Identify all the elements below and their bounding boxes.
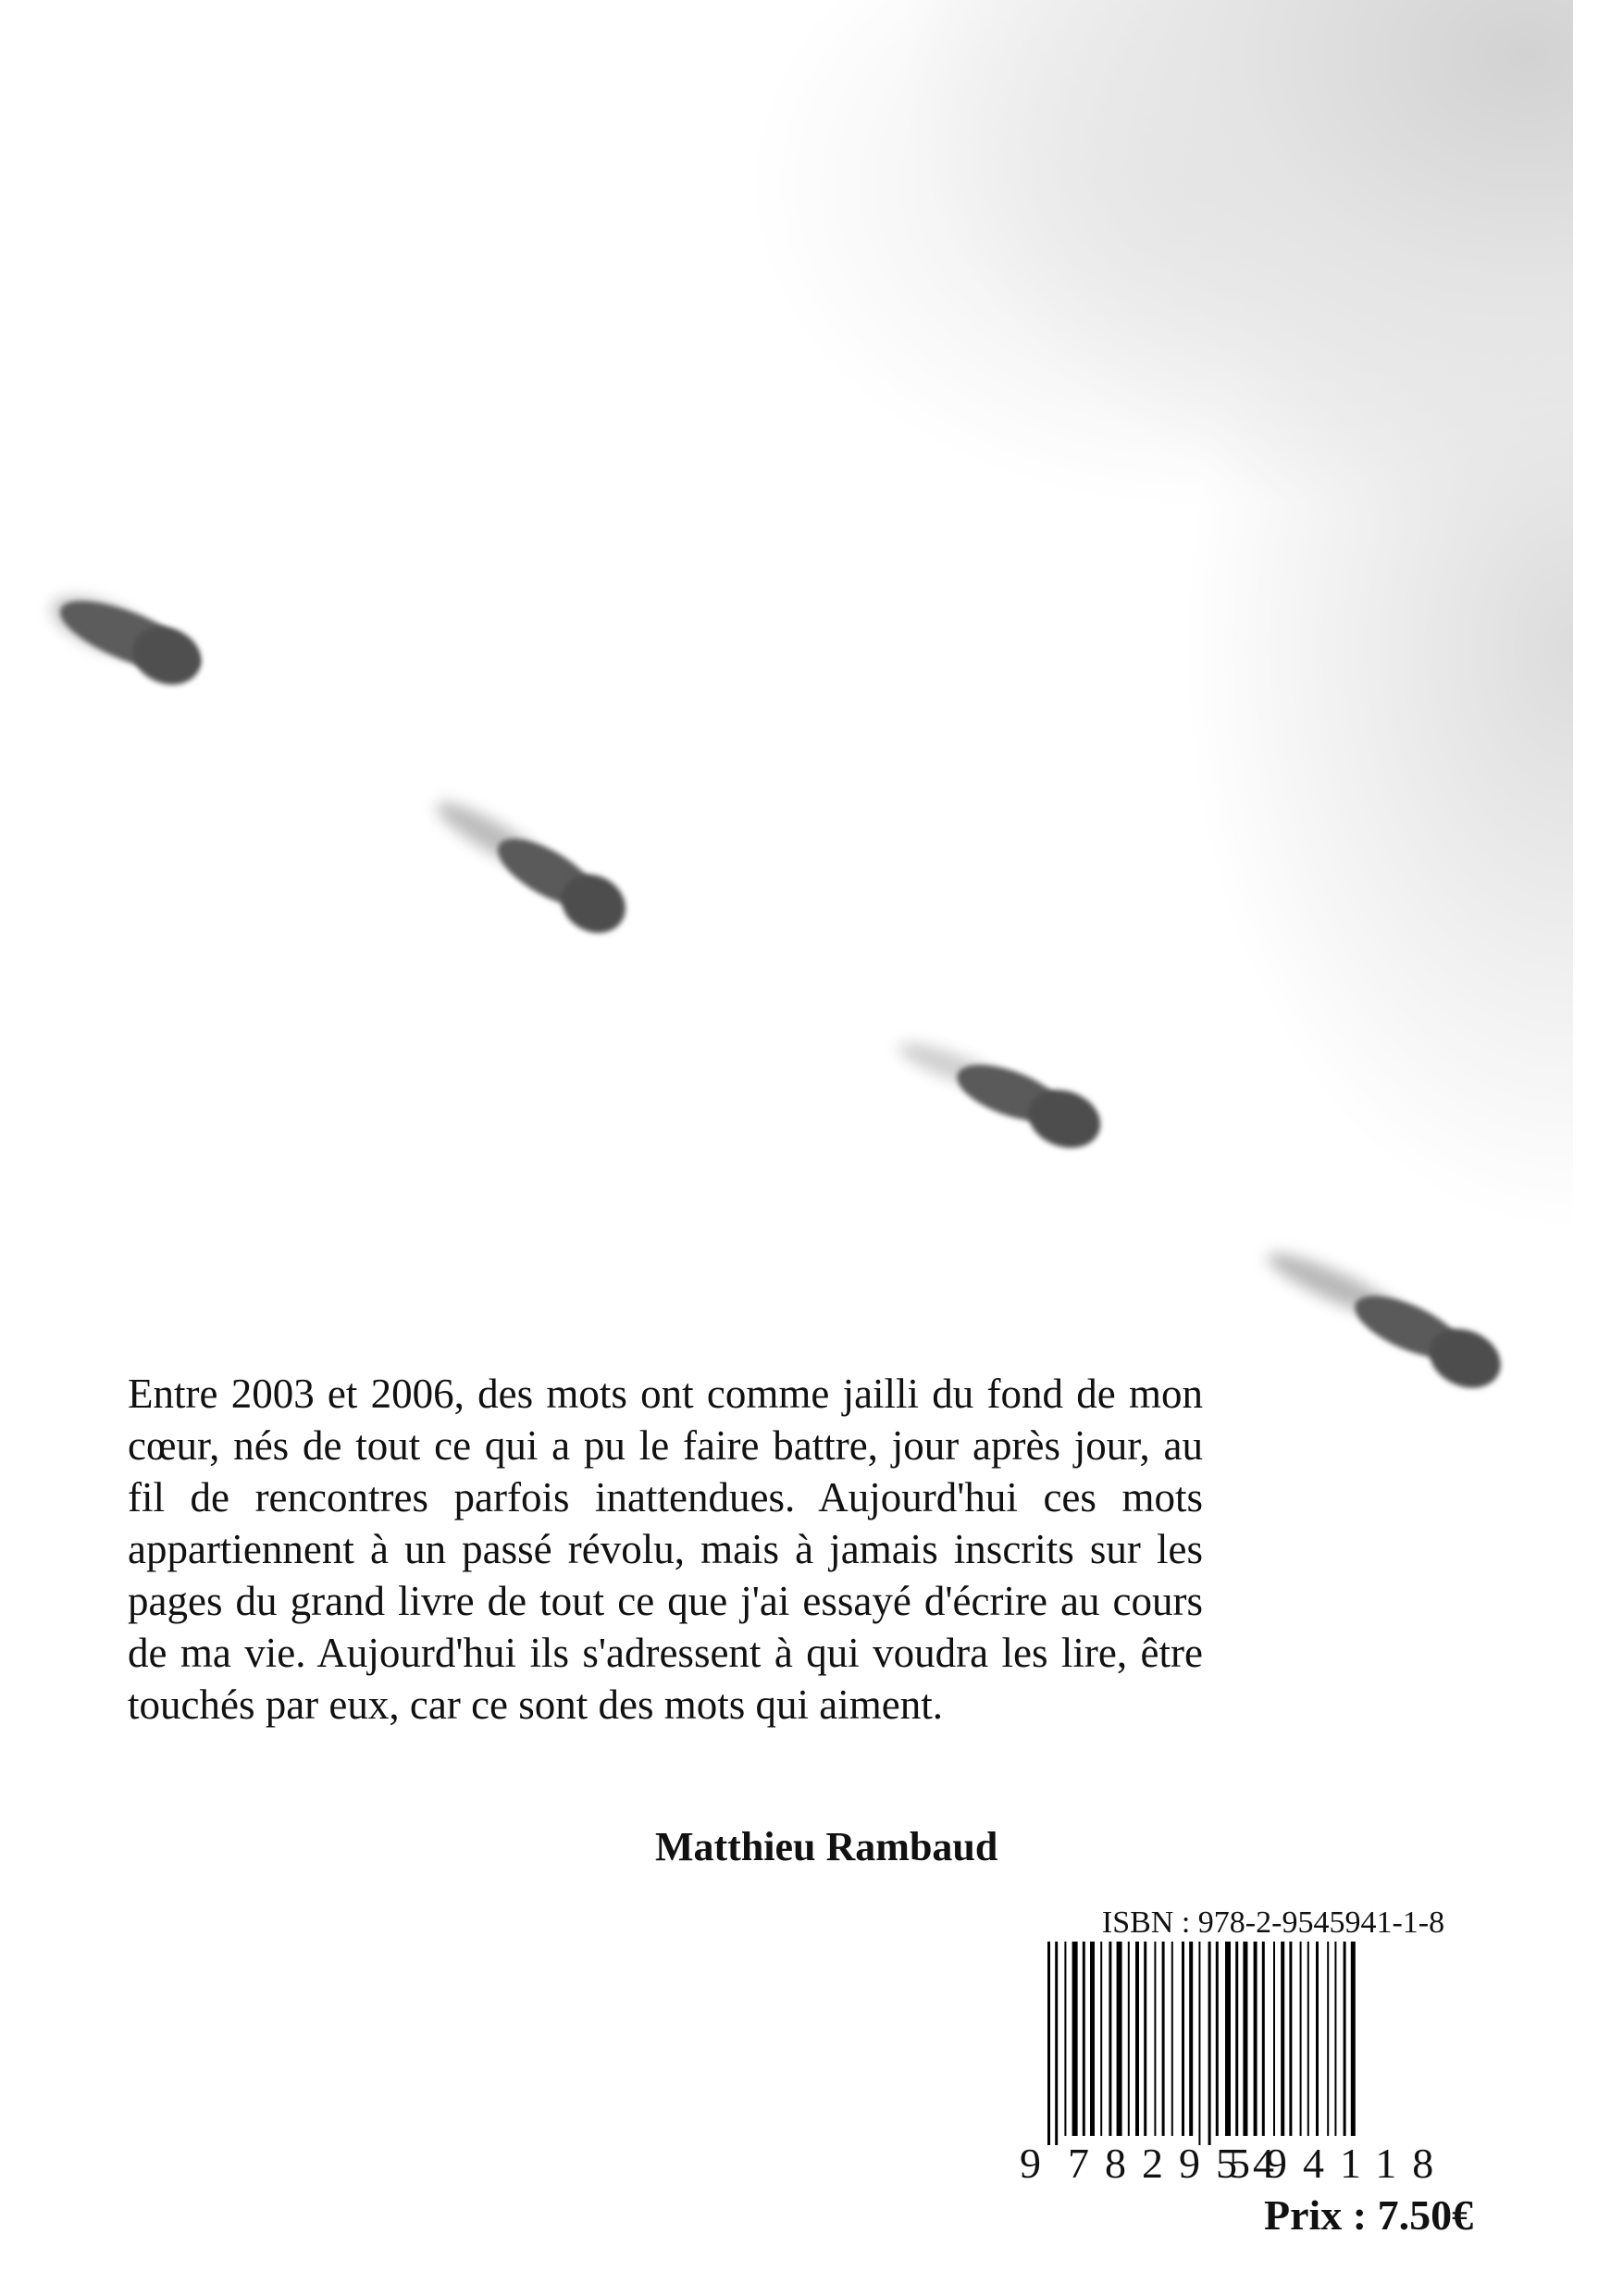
barcode-bar — [1144, 1942, 1146, 2136]
barcode-bar — [1273, 1942, 1275, 2136]
barcode-bars — [1047, 1942, 1356, 2145]
barcode-bar — [1281, 1942, 1284, 2136]
back-cover-blurb: Entre 2003 et 2006, des mots ont comme jailli du fond de mon cœur, nés de tout ce qui a pu le faire battre, jour après jour, au fil de rencontres parfois inattendues. Aujourd'hui ces mots appartiennent à un passé révolu, mais à jamais inscrits sur les pages du grand livre de tout ce que j'ai essayé d'écrire au cours de ma vie. Aujourd'hui ils s'adressent à qui voudra les lire, être touchés par eux, car ce sont des mots qui aiment. — [128, 1371, 1203, 1728]
barcode-bar — [1189, 1942, 1193, 2136]
barcode-bar — [1316, 1942, 1319, 2136]
barcode-bar — [1083, 1942, 1085, 2136]
barcode-bar — [1235, 1942, 1238, 2136]
barcode-bar — [1327, 1942, 1329, 2136]
barcode-digit-group-2: 594118 — [1229, 2140, 1450, 2187]
barcode-digit-group-1: 782954 — [1068, 2140, 1290, 2187]
barcode-bar — [1100, 1942, 1102, 2136]
barcode-bar — [1128, 1942, 1130, 2136]
barcode-bar — [1064, 1942, 1066, 2136]
barcode-bar — [1289, 1942, 1292, 2136]
barcode-bar — [1351, 1942, 1356, 2136]
footprint-3 — [886, 1031, 1109, 1158]
barcode-bar — [1208, 1942, 1211, 2145]
barcode-bar — [1047, 1942, 1050, 2145]
barcode-bar — [1262, 1942, 1265, 2136]
barcode-bar — [1109, 1942, 1111, 2136]
author-name: Matthieu Rambaud — [655, 1824, 998, 1869]
barcode-bar — [1344, 1942, 1346, 2136]
barcode-bar — [1154, 1942, 1156, 2136]
barcode-bar — [1254, 1942, 1258, 2136]
footprint-1 — [41, 583, 210, 694]
barcode-bar — [1307, 1942, 1309, 2136]
barcode-bar — [1300, 1942, 1302, 2136]
footprint-2 — [419, 787, 636, 944]
barcode-bar — [1072, 1942, 1078, 2136]
barcode-bar — [1216, 1942, 1219, 2136]
barcode-bar — [1171, 1942, 1173, 2136]
barcode-bar — [1055, 1942, 1058, 2145]
barcode-bar — [1117, 1942, 1122, 2136]
barcode-bar — [1135, 1942, 1139, 2136]
barcode-bar — [1334, 1942, 1336, 2136]
barcode-bar — [1162, 1942, 1165, 2136]
price-label: Prix : 7.50€ — [1264, 2191, 1474, 2239]
barcode-bar — [1198, 1942, 1200, 2145]
isbn-label: ISBN : 978-2-9545941-1-8 — [1101, 1905, 1445, 1940]
barcode-bar — [1243, 1942, 1247, 2136]
barcode-bar — [1225, 1942, 1231, 2136]
footprint-4 — [1251, 1243, 1510, 1399]
barcode-bar — [1090, 1942, 1095, 2136]
barcode-bar — [1182, 1942, 1184, 2136]
barcode — [1018, 1942, 1481, 2145]
barcode-first-digit: 9 — [1020, 2140, 1041, 2187]
